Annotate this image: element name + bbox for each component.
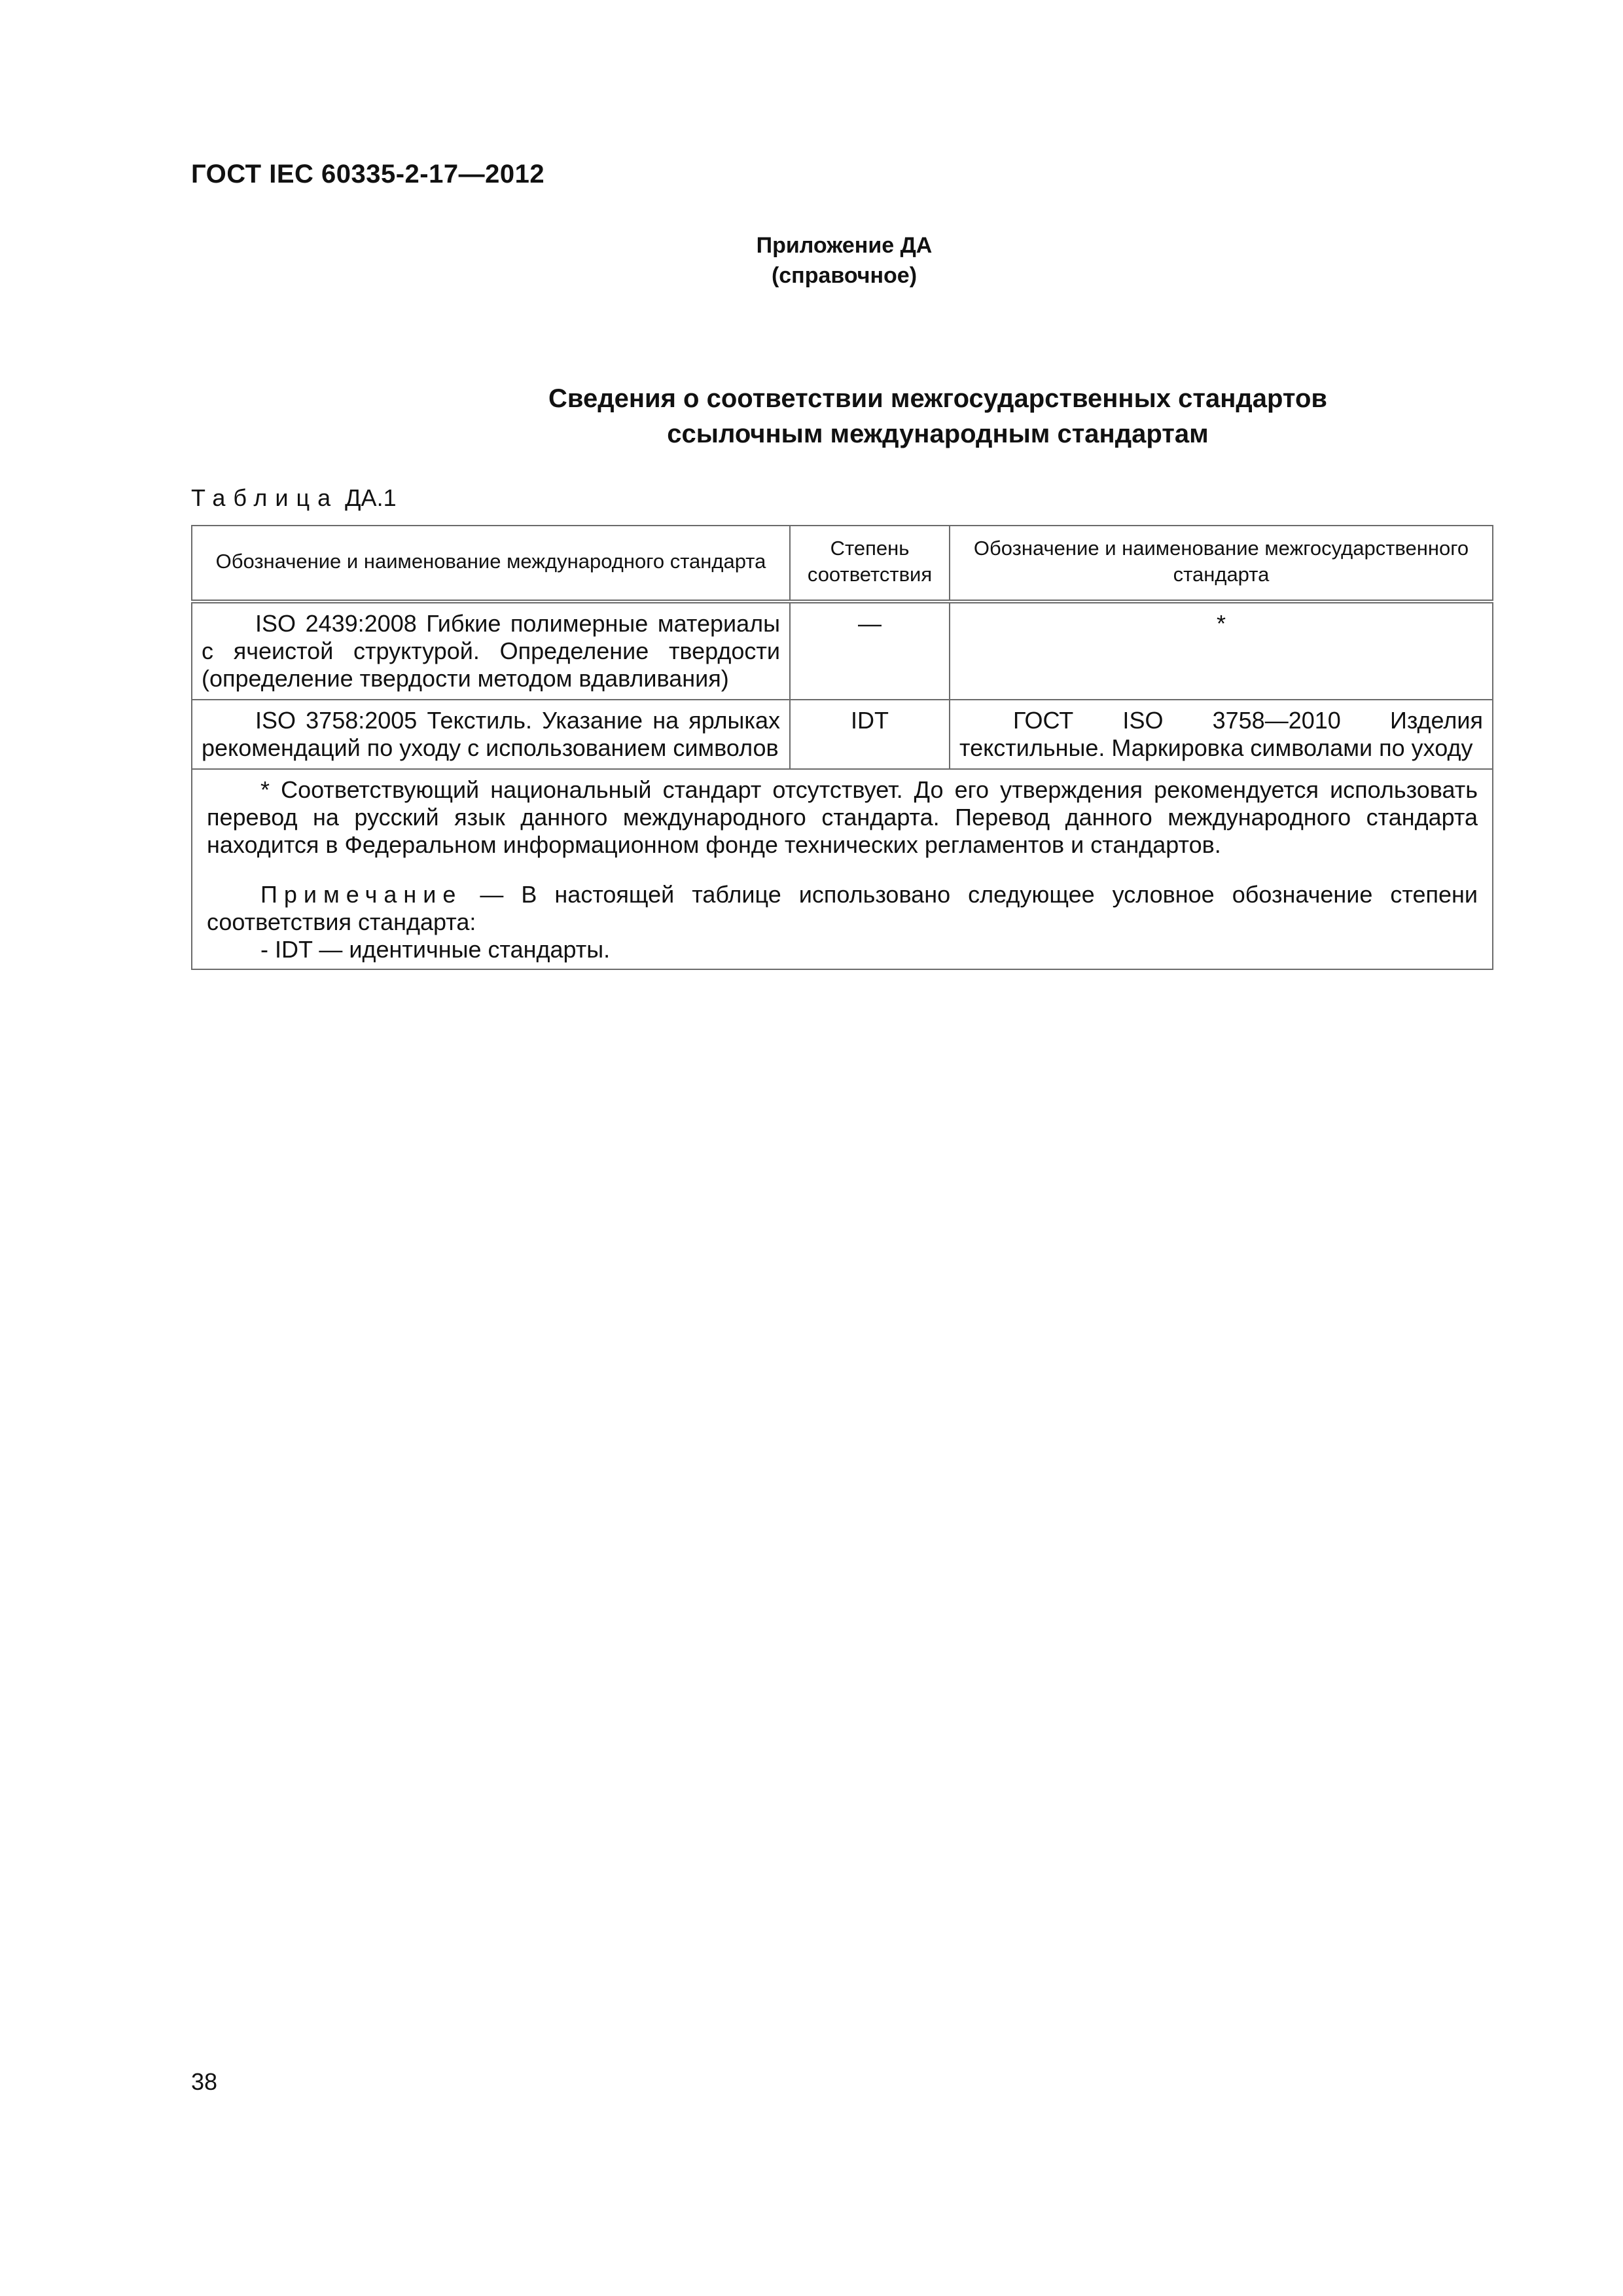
- table-caption: [191, 484, 397, 512]
- cell-interstate: ГОСТ ISO 3758—2010 Изделия текстильные. Маркировка символами по уходу: [950, 700, 1493, 769]
- table-footnote-cell: [192, 769, 1493, 969]
- section-title-line1: Сведения о соответствии межгосударственных стандартов: [548, 384, 1327, 413]
- correspondence-table: [191, 525, 1493, 970]
- header-interstate: Обозначение и наименование межгосударственного стандарта: [950, 526, 1493, 601]
- appendix-title: Приложение ДА: [756, 233, 933, 258]
- table-row: [192, 700, 1493, 769]
- table-caption-number: ДА.1: [345, 484, 397, 511]
- table-caption-label: Таблица: [191, 484, 339, 511]
- section-title-line2: ссылочным международным стандартам: [667, 420, 1209, 448]
- document-header: ГОСТ IEC 60335-2-17—2012: [191, 160, 545, 188]
- header-international: Обозначение и наименование международного стандарта: [192, 526, 790, 601]
- table-footnote-row: [192, 769, 1493, 969]
- table-note: [207, 881, 1478, 936]
- cell-interstate: *: [950, 601, 1493, 700]
- table-row: [192, 601, 1493, 700]
- cell-international: ISO 3758:2005 Текстиль. Указание на ярлыках рекомендаций по уходу с использованием символов: [192, 700, 790, 769]
- page-number: 38: [191, 2068, 218, 2095]
- cell-degree: IDT: [790, 700, 950, 769]
- header-degree: Степень соответствия: [790, 526, 950, 601]
- note-label: Примечание: [260, 881, 463, 908]
- table-footnote: * Соответствующий национальный стандарт отсутствует. До его утверждения рекомендуется использовать перевод на русский язык данного международного стандарта. Перевод данного международного стандарта находится в Федеральном информационном фонде технических регламентов и стандартов.: [207, 776, 1478, 858]
- cell-degree: —: [790, 601, 950, 700]
- note-item: - IDT — идентичные стандарты.: [260, 936, 611, 963]
- note-text: — В настоящей таблице использовано следующее условное обозначение степени соответствия стандарта:: [207, 881, 1478, 935]
- appendix-subtitle: (справочное): [771, 263, 918, 288]
- table-header-row: [192, 526, 1493, 601]
- cell-international: ISO 2439:2008 Гибкие полимерные материалы с ячеистой структурой. Определение твердости (определение твердости методом вдавливания): [192, 601, 790, 700]
